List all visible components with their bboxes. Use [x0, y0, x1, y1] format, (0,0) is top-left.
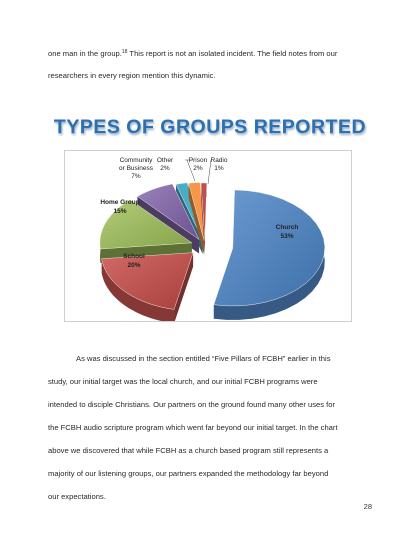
pie-slice-church	[214, 190, 325, 320]
pie-chart-svg	[65, 151, 351, 321]
label-other-pct: 2%	[160, 165, 170, 172]
label-school: School	[123, 253, 145, 260]
body-line-5: above we discovered that while FCBH as a church based program still represents a	[48, 446, 329, 455]
intro-text-b: This report is not an isolated incident. The field notes from our	[127, 49, 338, 58]
label-prison-pct: 2%	[193, 165, 203, 172]
label-home-group-pct: 15%	[113, 208, 127, 215]
label-community-2: or Business	[119, 165, 153, 172]
pie-chart	[64, 150, 352, 322]
label-church-pct: 53%	[280, 233, 294, 240]
label-radio: Radio	[210, 157, 228, 164]
intro-line-2: researchers in every region mention this dynamic.	[48, 71, 216, 80]
body-line-1: As was discussed in the section entitled “Five Pillars of FCBH” earlier in this	[76, 354, 331, 363]
body-line-4: the FCBH audio scripture program which went far beyond our initial target. In the chart	[48, 423, 338, 432]
body-line-2: study, our initial target was the local church, and our initial FCBH programs were	[48, 377, 318, 386]
page-number: 28	[363, 502, 372, 511]
pie-slice-school	[102, 253, 193, 321]
label-community-pct: 7%	[131, 173, 141, 180]
chart-heading: TYPES OF GROUPS REPORTED	[53, 116, 367, 138]
label-radio-pct: 1%	[214, 165, 224, 172]
body-line-3: intended to disciple Christians. Our partners on the ground found many other uses for	[48, 400, 336, 409]
body-line-7: our expectations.	[48, 492, 106, 501]
intro-text-a: one man in the group.	[48, 49, 122, 58]
label-prison: Prison	[188, 157, 208, 164]
label-community-1: Community	[119, 157, 153, 164]
label-other: Other	[156, 157, 174, 164]
footnote-ref[interactable]: 18	[121, 49, 128, 55]
label-school-pct: 20%	[127, 262, 141, 269]
body-line-6: majority of our listening groups, our partners expanded the methodology far beyond	[48, 469, 329, 478]
intro-line-1	[48, 47, 337, 59]
label-home-group: Home Group	[100, 199, 140, 206]
label-leader-line	[208, 160, 211, 184]
label-church: Church	[275, 224, 299, 231]
